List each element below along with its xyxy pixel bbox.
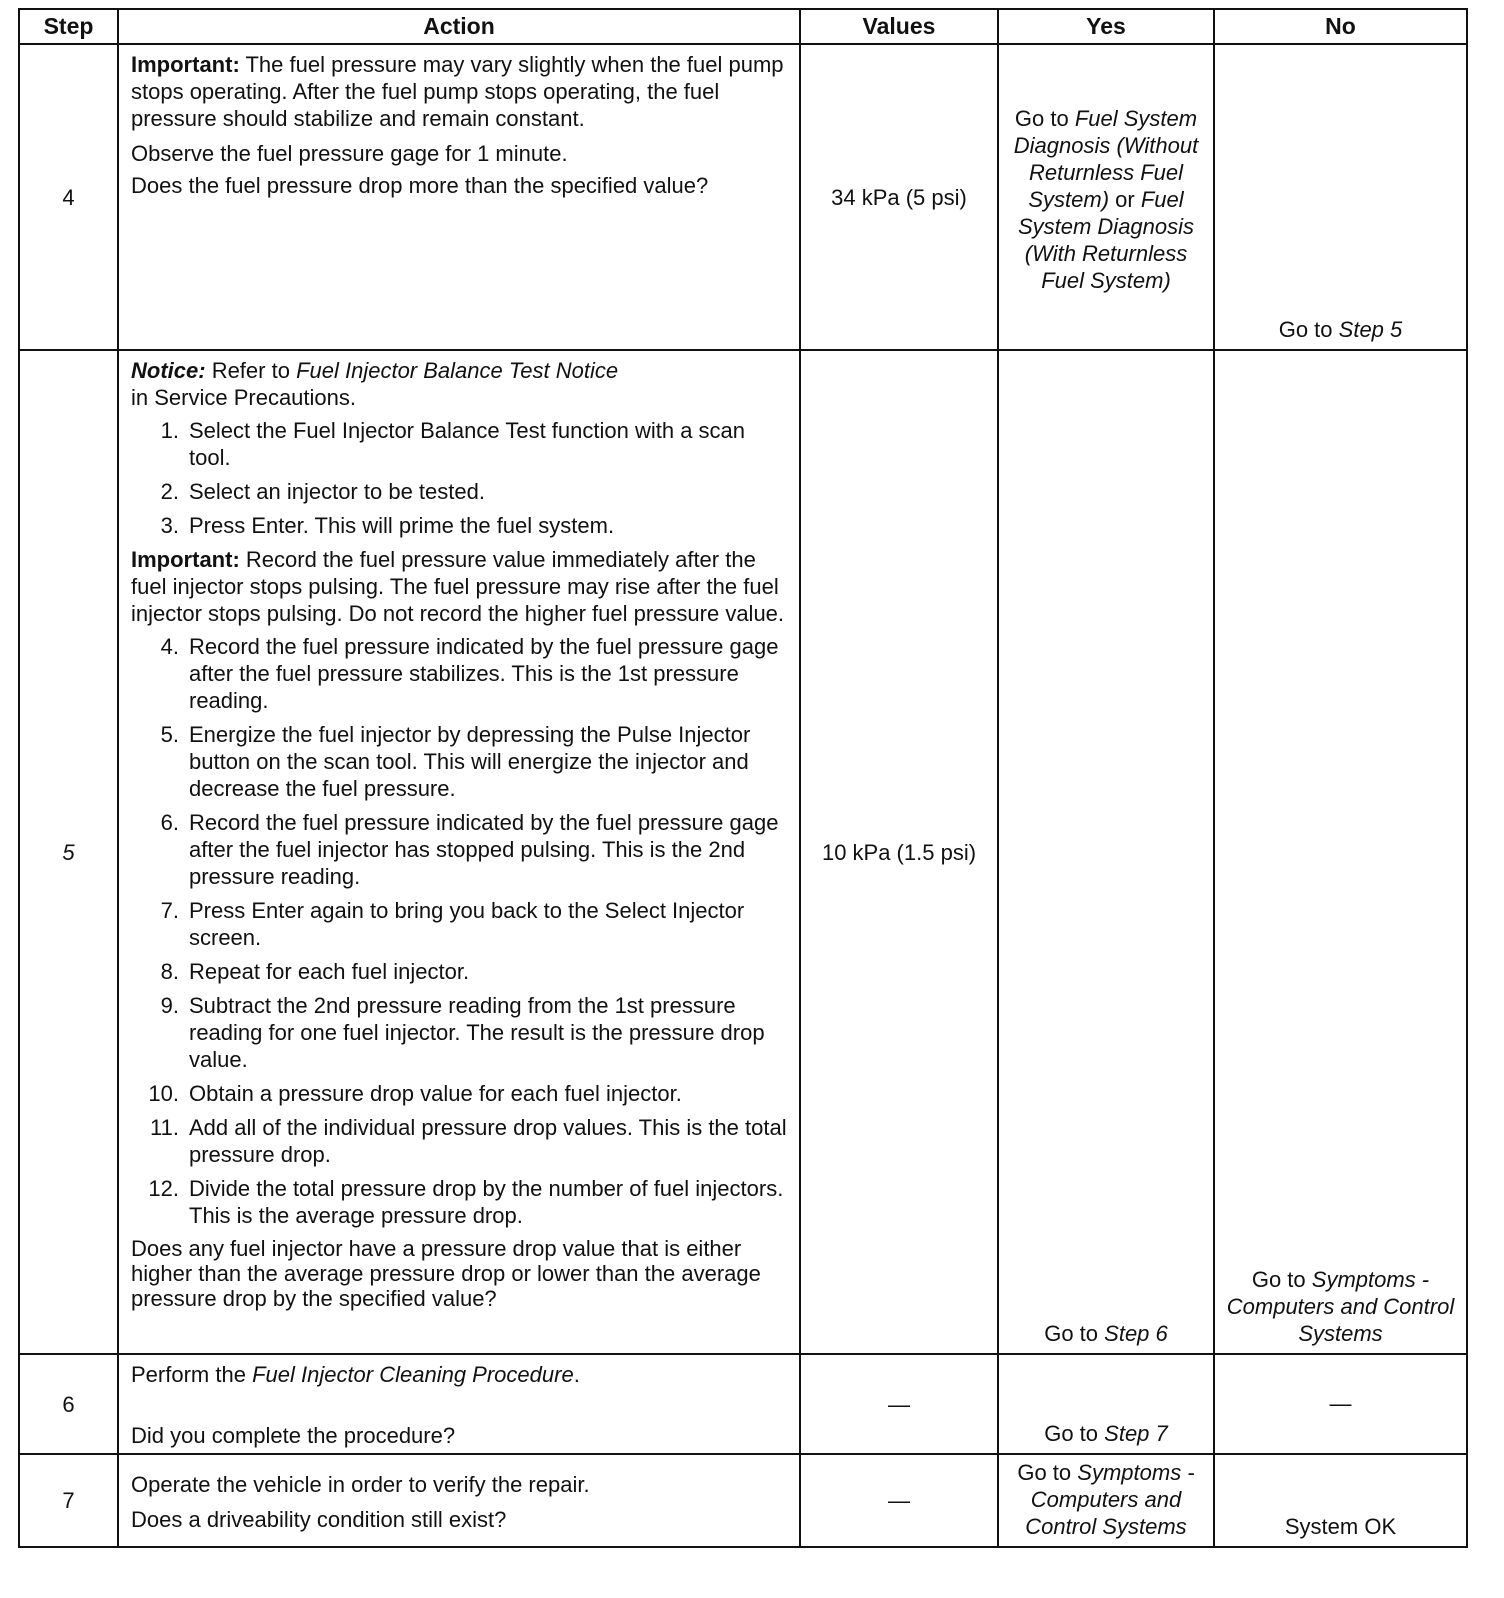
list-item-text: Add all of the individual pressure drop values. This is the total pressure drop. — [189, 1115, 787, 1167]
observe-line: Observe the fuel pressure gage for 1 minute. — [131, 141, 568, 166]
list-item — [131, 1175, 791, 1229]
diagnostic-table — [18, 8, 1468, 1548]
important-text: The fuel pressure may vary slightly when the fuel pump stops operating. After the fuel pump stops operating, the fuel pressure should stabilize and remain constant. — [131, 52, 784, 131]
list-item-text: Obtain a pressure drop value for each fuel injector. — [189, 1081, 682, 1106]
action-cell — [118, 1354, 800, 1454]
question: Does the fuel pressure drop more than the specified value? — [131, 173, 709, 198]
question: Does a driveability condition still exist? — [131, 1506, 507, 1532]
yes-cell — [998, 1354, 1214, 1454]
list-item-number: 7. — [160, 898, 179, 923]
list-item — [131, 417, 791, 471]
spec-value: — — [800, 1354, 998, 1454]
yes-prefix: Go to — [1044, 1421, 1099, 1446]
list-item — [131, 992, 791, 1073]
list-item-number: 12. — [148, 1176, 179, 1201]
step-number: 6 — [19, 1354, 118, 1454]
list-item — [131, 721, 791, 802]
step-number: 5 — [19, 350, 118, 1354]
yes-link-step-6[interactable]: Step 6 — [1104, 1321, 1168, 1346]
important-label: Important: — [131, 52, 240, 77]
list-item — [131, 1114, 791, 1168]
important-note — [131, 51, 791, 132]
no-cell: System OK — [1214, 1454, 1467, 1547]
header-action: Action — [118, 9, 800, 44]
step-number: 7 — [19, 1454, 118, 1547]
no-prefix: Go to — [1278, 317, 1333, 342]
list-item-number: 10. — [148, 1081, 179, 1106]
header-values: Values — [800, 9, 998, 44]
list-item-text: Press Enter again to bring you back to the Select Injector screen. — [189, 898, 745, 950]
list-item-number: 2. — [160, 479, 179, 504]
question: Did you complete the procedure? — [131, 1423, 456, 1448]
important-note — [131, 546, 791, 627]
list-item-number: 5. — [160, 722, 179, 747]
list-item-text: Divide the total pressure drop by the number of fuel injectors. This is the average pressure drop. — [189, 1176, 784, 1228]
header-step: Step — [19, 9, 118, 44]
list-item-text: Energize the fuel injector by depressing the Pulse Injector button on the scan tool. This will energize the injector and decrease the fuel pressure. — [189, 722, 751, 801]
no-cell — [1214, 44, 1467, 350]
list-item-text: Record the fuel pressure indicated by the fuel pressure gage after the fuel injector has stopped pulsing. This is the 2nd pressure reading. — [189, 810, 779, 889]
verify-line: Operate the vehicle in order to verify the repair. — [131, 1471, 590, 1497]
no-cell: — — [1214, 1354, 1467, 1454]
important-label: Important: — [131, 547, 240, 572]
list-item-number: 9. — [160, 993, 179, 1018]
list-item-number: 8. — [160, 959, 179, 984]
yes-cell — [998, 350, 1214, 1354]
action-cell — [118, 44, 800, 350]
action-cell — [118, 350, 800, 1354]
yes-action: Go to Fuel System Diagnosis (Without Returnless Fuel System) or Fuel System Diagnosis (With Returnless Fuel System) — [1013, 105, 1199, 293]
notice-label: Notice: — [131, 358, 206, 383]
list-item-number: 1. — [160, 418, 179, 443]
yes-link-step-7[interactable]: Step 7 — [1104, 1421, 1168, 1446]
yes-link-without-returnless[interactable]: Fuel System Diagnosis (Without Returnless Fuel System) — [1013, 105, 1199, 212]
step-number: 4 — [19, 44, 118, 350]
important-text: Record the fuel pressure value immediately after the fuel injector stops pulsing. The fuel pressure may rise after the fuel injector stops pulsing. Do not record the higher fuel pressure value. — [131, 547, 785, 626]
list-item-text: Repeat for each fuel injector. — [189, 959, 470, 984]
list-item — [131, 512, 791, 539]
action-cell — [118, 1454, 800, 1547]
table-row-step-5 — [19, 350, 1467, 1354]
procedure-list-a — [131, 417, 791, 539]
list-item-number: 11. — [150, 1115, 179, 1140]
no-prefix: Go to — [1251, 1267, 1306, 1292]
list-item-number: 6. — [160, 810, 179, 835]
header-row — [19, 9, 1467, 44]
table-row-step-7 — [19, 1454, 1467, 1547]
procedure-line: Perform the Fuel Injector Cleaning Procedure. — [131, 1362, 580, 1387]
no-link-step-5[interactable]: Step 5 — [1338, 317, 1403, 342]
yes-cell — [998, 1454, 1214, 1547]
header-yes: Yes — [998, 9, 1214, 44]
list-item-number: 3. — [160, 513, 179, 538]
yes-prefix: Go to — [1017, 1460, 1072, 1485]
procedure-list-b — [131, 633, 791, 1229]
spec-value: — — [800, 1454, 998, 1547]
cleaning-procedure-link[interactable]: Fuel Injector Cleaning Procedure — [252, 1362, 574, 1387]
list-item-number: 4. — [160, 634, 179, 659]
list-item — [131, 958, 791, 985]
yes-link-with-returnless[interactable]: Fuel System Diagnosis (With Returnless Fuel System) — [1017, 186, 1195, 293]
table-row-step-4 — [19, 44, 1467, 350]
table-row-step-6 — [19, 1354, 1467, 1454]
list-item — [131, 478, 791, 505]
yes-cell — [998, 44, 1214, 350]
list-item — [131, 809, 791, 890]
spec-value: 10 kPa (1.5 psi) — [800, 350, 998, 1354]
question: Does any fuel injector have a pressure drop value that is either higher than the average pressure drop or lower than the average pressure drop by the specified value? — [131, 1236, 761, 1311]
no-cell — [1214, 350, 1467, 1354]
list-item-text: Record the fuel pressure indicated by the fuel pressure gage after the fuel pressure stabilizes. This is the 1st pressure reading. — [189, 634, 779, 713]
list-item-text: Select an injector to be tested. — [189, 479, 485, 504]
header-no: No — [1214, 9, 1467, 44]
notice-note: Notice: Refer to Fuel Injector Balance Test Notice in Service Precautions. — [131, 358, 619, 410]
list-item-text: Press Enter. This will prime the fuel system. — [189, 513, 615, 538]
list-item — [131, 897, 791, 951]
yes-prefix: Go to — [1044, 1321, 1099, 1346]
notice-link[interactable]: Fuel Injector Balance Test Notice — [296, 358, 619, 383]
list-item-text: Subtract the 2nd pressure reading from the 1st pressure reading for one fuel injector. The result is the pressure drop value. — [189, 993, 765, 1072]
spec-value: 34 kPa (5 psi) — [800, 44, 998, 350]
no-link-symptoms[interactable]: Symptoms - Computers and Control Systems — [1226, 1267, 1455, 1346]
list-item — [131, 1080, 791, 1107]
list-item — [131, 633, 791, 714]
yes-link-symptoms[interactable]: Symptoms - Computers and Control Systems — [1025, 1460, 1195, 1539]
list-item-text: Select the Fuel Injector Balance Test function with a scan tool. — [189, 418, 746, 470]
